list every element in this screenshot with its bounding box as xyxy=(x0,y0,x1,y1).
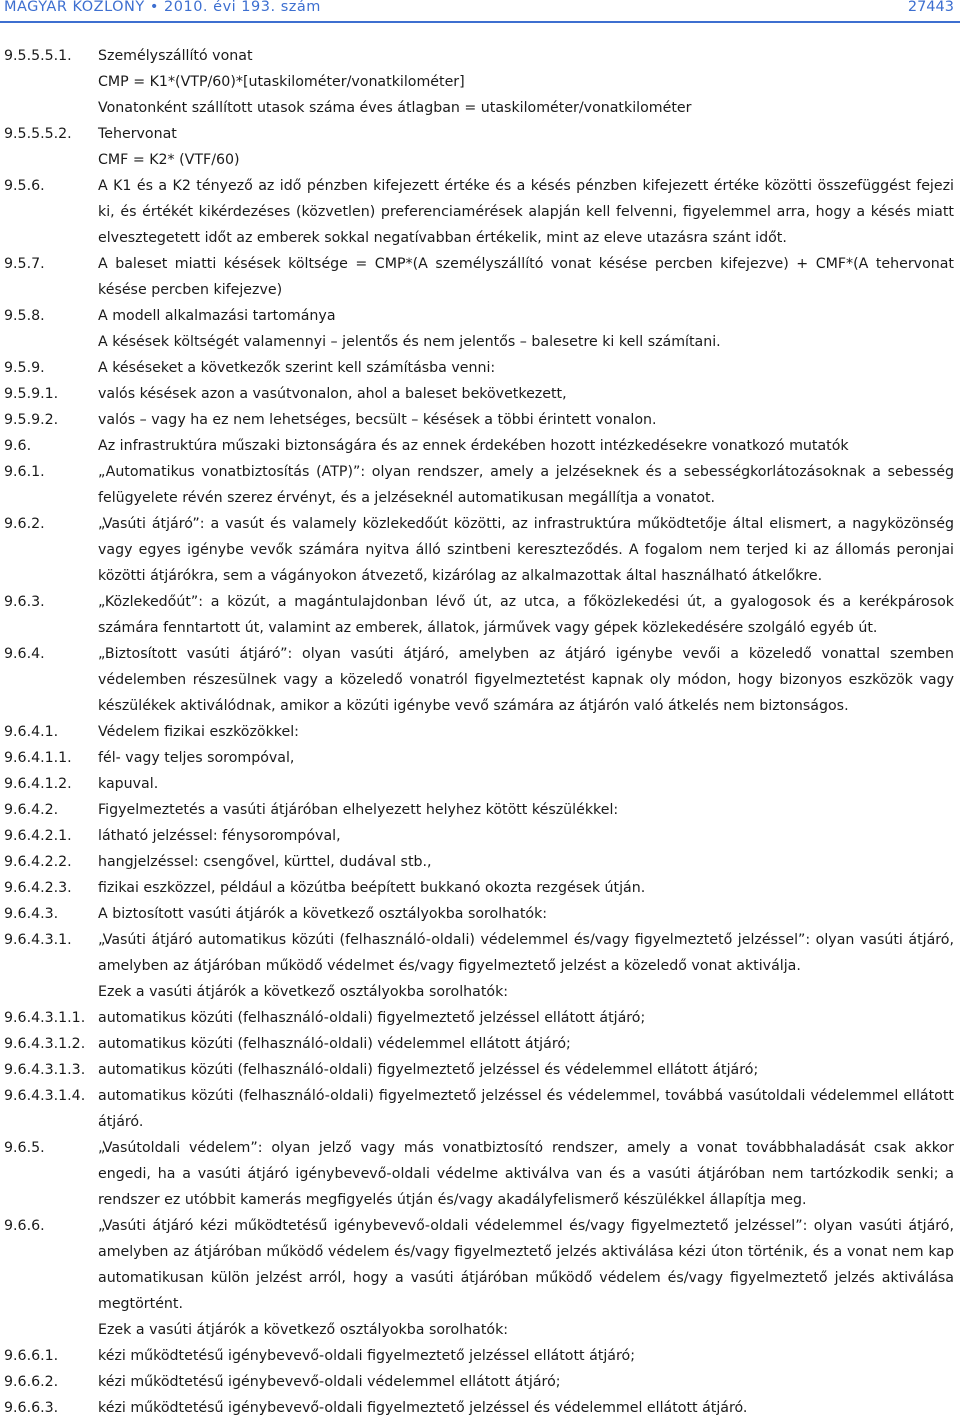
list-item xyxy=(4,901,956,927)
list-item xyxy=(4,849,956,875)
list-item xyxy=(4,797,956,823)
list-item xyxy=(4,43,956,69)
section-text: valós késések azon a vasútvonalon, ahol a baleset bekövetkezett, xyxy=(98,386,567,402)
list-item xyxy=(4,1395,956,1421)
section-text: Ezek a vasúti átjárók a következő osztályokba sorolhatók: xyxy=(98,1322,509,1338)
section-text: „Vasúti átjáró”: a vasút és valamely közlekedőút közötti, az infrastruktúra működtetője által elismert, a nagyközönség vagy egyes igénybe vevők számára nyitva álló szintbeni kereszteződés. A fogalom nem terjed ki az állomás peronjai közötti átjárókra, sem a vágányokon átvezető, kizárólag az alkalmazottak által használható átkelőkre. xyxy=(98,516,954,584)
section-text: automatikus közúti (felhasználó-oldali) figyelmeztető jelzéssel és védelemmel, továbbá vasútoldali védelemmel ellátott átjáró. xyxy=(98,1088,954,1130)
list-item xyxy=(4,1369,956,1395)
section-number: 9.6.4.3.1.2. xyxy=(4,1036,86,1052)
header-divider xyxy=(0,21,960,23)
list-item xyxy=(4,381,956,407)
section-text: „Vasútoldali védelem”: olyan jelző vagy más vonatbiztosító rendszer, amely a vonat továbbhaladását csak akkor engedi, ha a vasúti átjáró igénybevevő-oldali védelme aktiválva van és a vasúti átjáróban nem tartózkodik senki; a rendszer ez utóbbit kamerás megfigyelés útján és/vagy akadályfelismerő készülékkel állapítja meg. xyxy=(98,1140,954,1208)
list-item xyxy=(4,303,956,329)
section-text: Ezek a vasúti átjárók a következő osztályokba sorolhatók: xyxy=(98,984,509,1000)
section-text: Figyelmeztetés a vasúti átjáróban elhelyezett helyhez kötött készülékkel: xyxy=(98,802,619,818)
section-number: 9.5.9. xyxy=(4,360,45,376)
list-item xyxy=(4,173,956,251)
section-text: valós – vagy ha ez nem lehetséges, becsült – késések a többi érintett vonalon. xyxy=(98,412,657,428)
list-item xyxy=(4,1083,956,1135)
list-item xyxy=(4,459,956,511)
section-text: CMP = K1*(VTP/60)*[utaskilométer/vonatkilométer] xyxy=(98,74,465,90)
section-text: hangjelzéssel: csengővel, kürttel, dudával stb., xyxy=(98,854,432,870)
section-number: 9.6.4.2. xyxy=(4,802,59,818)
section-number: 9.5.5.5.1. xyxy=(4,48,72,64)
section-text: A modell alkalmazási tartománya xyxy=(98,308,336,324)
list-item xyxy=(4,1317,956,1343)
page-number: 27443 xyxy=(907,0,954,15)
section-number: 9.6.6.1. xyxy=(4,1348,59,1364)
list-item xyxy=(4,69,956,95)
list-item xyxy=(4,1057,956,1083)
section-text: fizikai eszközzel, például a közútba beépített bukkanó okozta rezgések útján. xyxy=(98,880,646,896)
section-text: automatikus közúti (felhasználó-oldali) figyelmeztető jelzéssel ellátott átjáró; xyxy=(98,1010,646,1026)
section-text: A baleset miatti késések költsége = CMP*(A személyszállító vonat késése percben kifejezve) + CMF*(A tehervonat késése percben kifejezve) xyxy=(98,256,954,298)
list-item xyxy=(4,433,956,459)
list-item xyxy=(4,1031,956,1057)
section-number: 9.6.4.2.3. xyxy=(4,880,72,896)
list-item xyxy=(4,511,956,589)
section-text: CMF = K2* (VTF/60) xyxy=(98,152,240,168)
section-number xyxy=(4,147,98,173)
list-item xyxy=(4,1135,956,1213)
section-number: 9.6.4.3. xyxy=(4,906,59,922)
section-number xyxy=(4,1317,98,1343)
section-text: automatikus közúti (felhasználó-oldali) védelemmel ellátott átjáró; xyxy=(98,1036,571,1052)
section-number: 9.6.4.3.1.3. xyxy=(4,1062,86,1078)
section-number: 9.5.8. xyxy=(4,308,45,324)
list-item xyxy=(4,251,956,303)
section-text: Védelem fizikai eszközökkel: xyxy=(98,724,299,740)
section-text: A késéseket a következők szerint kell számításba venni: xyxy=(98,360,496,376)
section-number: 9.5.9.2. xyxy=(4,412,59,428)
section-number: 9.6.6.3. xyxy=(4,1400,59,1416)
section-number xyxy=(4,329,98,355)
list-item xyxy=(4,745,956,771)
section-text: Személyszállító vonat xyxy=(98,48,253,64)
section-text: „Vasúti átjáró kézi működtetésű igénybevevő-oldali védelemmel és/vagy figyelmeztető jelzéssel”: olyan vasúti átjáró, amelyben az átjáróban működő védelem és/vagy figyelmeztető jelzés aktiválása kézi úton történik, és a vonat nem kap automatikusan külön jelzést arról, hogy a vasúti átjáróban működő védelem és/vagy figyelmeztető jelzés aktiválása megtörtént. xyxy=(98,1218,954,1312)
section-text: automatikus közúti (felhasználó-oldali) figyelmeztető jelzéssel és védelemmel ellátott átjáró; xyxy=(98,1062,759,1078)
list-item xyxy=(4,719,956,745)
section-text: A K1 és a K2 tényező az idő pénzben kifejezett értéke és a késés pénzben kifejezett értéke közötti összefüggést fejezi ki, és értékét kikérdezéses (közvetlen) preferenciamérések alapján kell felvenni, figyelemmel arra, hogy a késés miatt elvesztegetett időt az emberek sokkal negatívabban értékelik, mint az eleve utazásra szánt időt. xyxy=(98,178,954,246)
list-item xyxy=(4,1005,956,1031)
section-text: „Automatikus vonatbiztosítás (ATP)”: olyan rendszer, amely a jelzéseknek és a sebességkorlátozásoknak a sebesség felügyelete révén szerez érvényt, és a jelzéseknél automatikusan megállítja a vonatot. xyxy=(98,464,954,506)
section-text: Vonatonként szállított utasok száma éves átlagban = utaskilométer/vonatkilométer xyxy=(98,100,692,116)
section-number: 9.6.6. xyxy=(4,1218,45,1234)
list-item xyxy=(4,589,956,641)
section-text: kapuval. xyxy=(98,776,159,792)
section-number: 9.6.3. xyxy=(4,594,45,610)
section-number: 9.6. xyxy=(4,438,32,454)
section-number: 9.6.4.2.1. xyxy=(4,828,72,844)
section-text: Tehervonat xyxy=(98,126,177,142)
list-item xyxy=(4,771,956,797)
section-number xyxy=(4,979,98,1005)
section-number: 9.5.9.1. xyxy=(4,386,59,402)
page-header xyxy=(0,0,960,24)
section-number: 9.6.4.3.1.1. xyxy=(4,1010,86,1026)
section-text: kézi működtetésű igénybevevő-oldali figyelmeztető jelzéssel ellátott átjáró; xyxy=(98,1348,635,1364)
list-item xyxy=(4,147,956,173)
list-item xyxy=(4,329,956,355)
section-number: 9.5.6. xyxy=(4,178,45,194)
section-number: 9.6.4.1. xyxy=(4,724,59,740)
section-number: 9.6.4.2.2. xyxy=(4,854,72,870)
list-item xyxy=(4,355,956,381)
section-number: 9.6.1. xyxy=(4,464,45,480)
section-text: fél- vagy teljes sorompóval, xyxy=(98,750,295,766)
section-text: „Biztosított vasúti átjáró”: olyan vasúti átjáró, amelyben az átjáró igénybe vevői a közeledő vonattal szemben védelemben részesülnek vagy a közeledő vonatról figyelmeztetést kapnak oly módon, hogy bizonyos eszközök vagy készülékek aktiválódnak, amikor a közúti igénybe vevő számára az átjárón való átkelés nem biztonságos. xyxy=(98,646,954,714)
section-number: 9.5.7. xyxy=(4,256,45,272)
list-item xyxy=(4,979,956,1005)
section-text: „Vasúti átjáró automatikus közúti (felhasználó-oldali) védelemmel és/vagy figyelmeztető jelzéssel”: olyan vasúti átjáró, amelyben az átjáróban működő védelmet és/vagy figyelmeztető jelzést a közeledő vonat aktiválja. xyxy=(98,932,954,974)
section-number: 9.6.4.1.2. xyxy=(4,776,72,792)
list-item xyxy=(4,407,956,433)
section-text: kézi működtetésű igénybevevő-oldali védelemmel ellátott átjáró; xyxy=(98,1374,561,1390)
list-item xyxy=(4,927,956,979)
list-item xyxy=(4,641,956,719)
section-text: „Közlekedőút”: a közút, a magántulajdonban lévő út, az utca, a főközlekedési út, a gyalogosok és a kerékpárosok számára fenntartott út, valamint az emberek, állatok, járművek vagy gépek közlekedésére szolgáló egyéb út. xyxy=(98,594,954,636)
publication-title: MAGYAR KÖZLÖNY • 2010. évi 193. szám xyxy=(4,0,321,15)
list-item xyxy=(4,823,956,849)
list-item xyxy=(4,875,956,901)
section-number: 9.6.4.3.1. xyxy=(4,932,72,948)
list-item xyxy=(4,95,956,121)
list-item xyxy=(4,1343,956,1369)
section-text: látható jelzéssel: fénysorompóval, xyxy=(98,828,341,844)
section-number: 9.6.2. xyxy=(4,516,45,532)
section-text: kézi működtetésű igénybevevő-oldali figyelmeztető jelzéssel és védelemmel ellátott átjáró. xyxy=(98,1400,748,1416)
section-number: 9.6.4. xyxy=(4,646,45,662)
document-body xyxy=(4,43,956,1421)
list-item xyxy=(4,1213,956,1317)
section-number: 9.6.4.3.1.4. xyxy=(4,1088,86,1104)
section-number xyxy=(4,69,98,95)
section-number: 9.6.4.1.1. xyxy=(4,750,72,766)
section-number: 9.5.5.5.2. xyxy=(4,126,72,142)
section-number xyxy=(4,95,98,121)
section-number: 9.6.5. xyxy=(4,1140,45,1156)
list-item xyxy=(4,121,956,147)
section-text: A késések költségét valamennyi – jelentős és nem jelentős – balesetre ki kell számítani. xyxy=(98,334,721,350)
section-number: 9.6.6.2. xyxy=(4,1374,59,1390)
section-text: Az infrastruktúra műszaki biztonságára és az ennek érdekében hozott intézkedésekre vonatkozó mutatók xyxy=(98,438,849,454)
section-text: A biztosított vasúti átjárók a következő osztályokba sorolhatók: xyxy=(98,906,548,922)
